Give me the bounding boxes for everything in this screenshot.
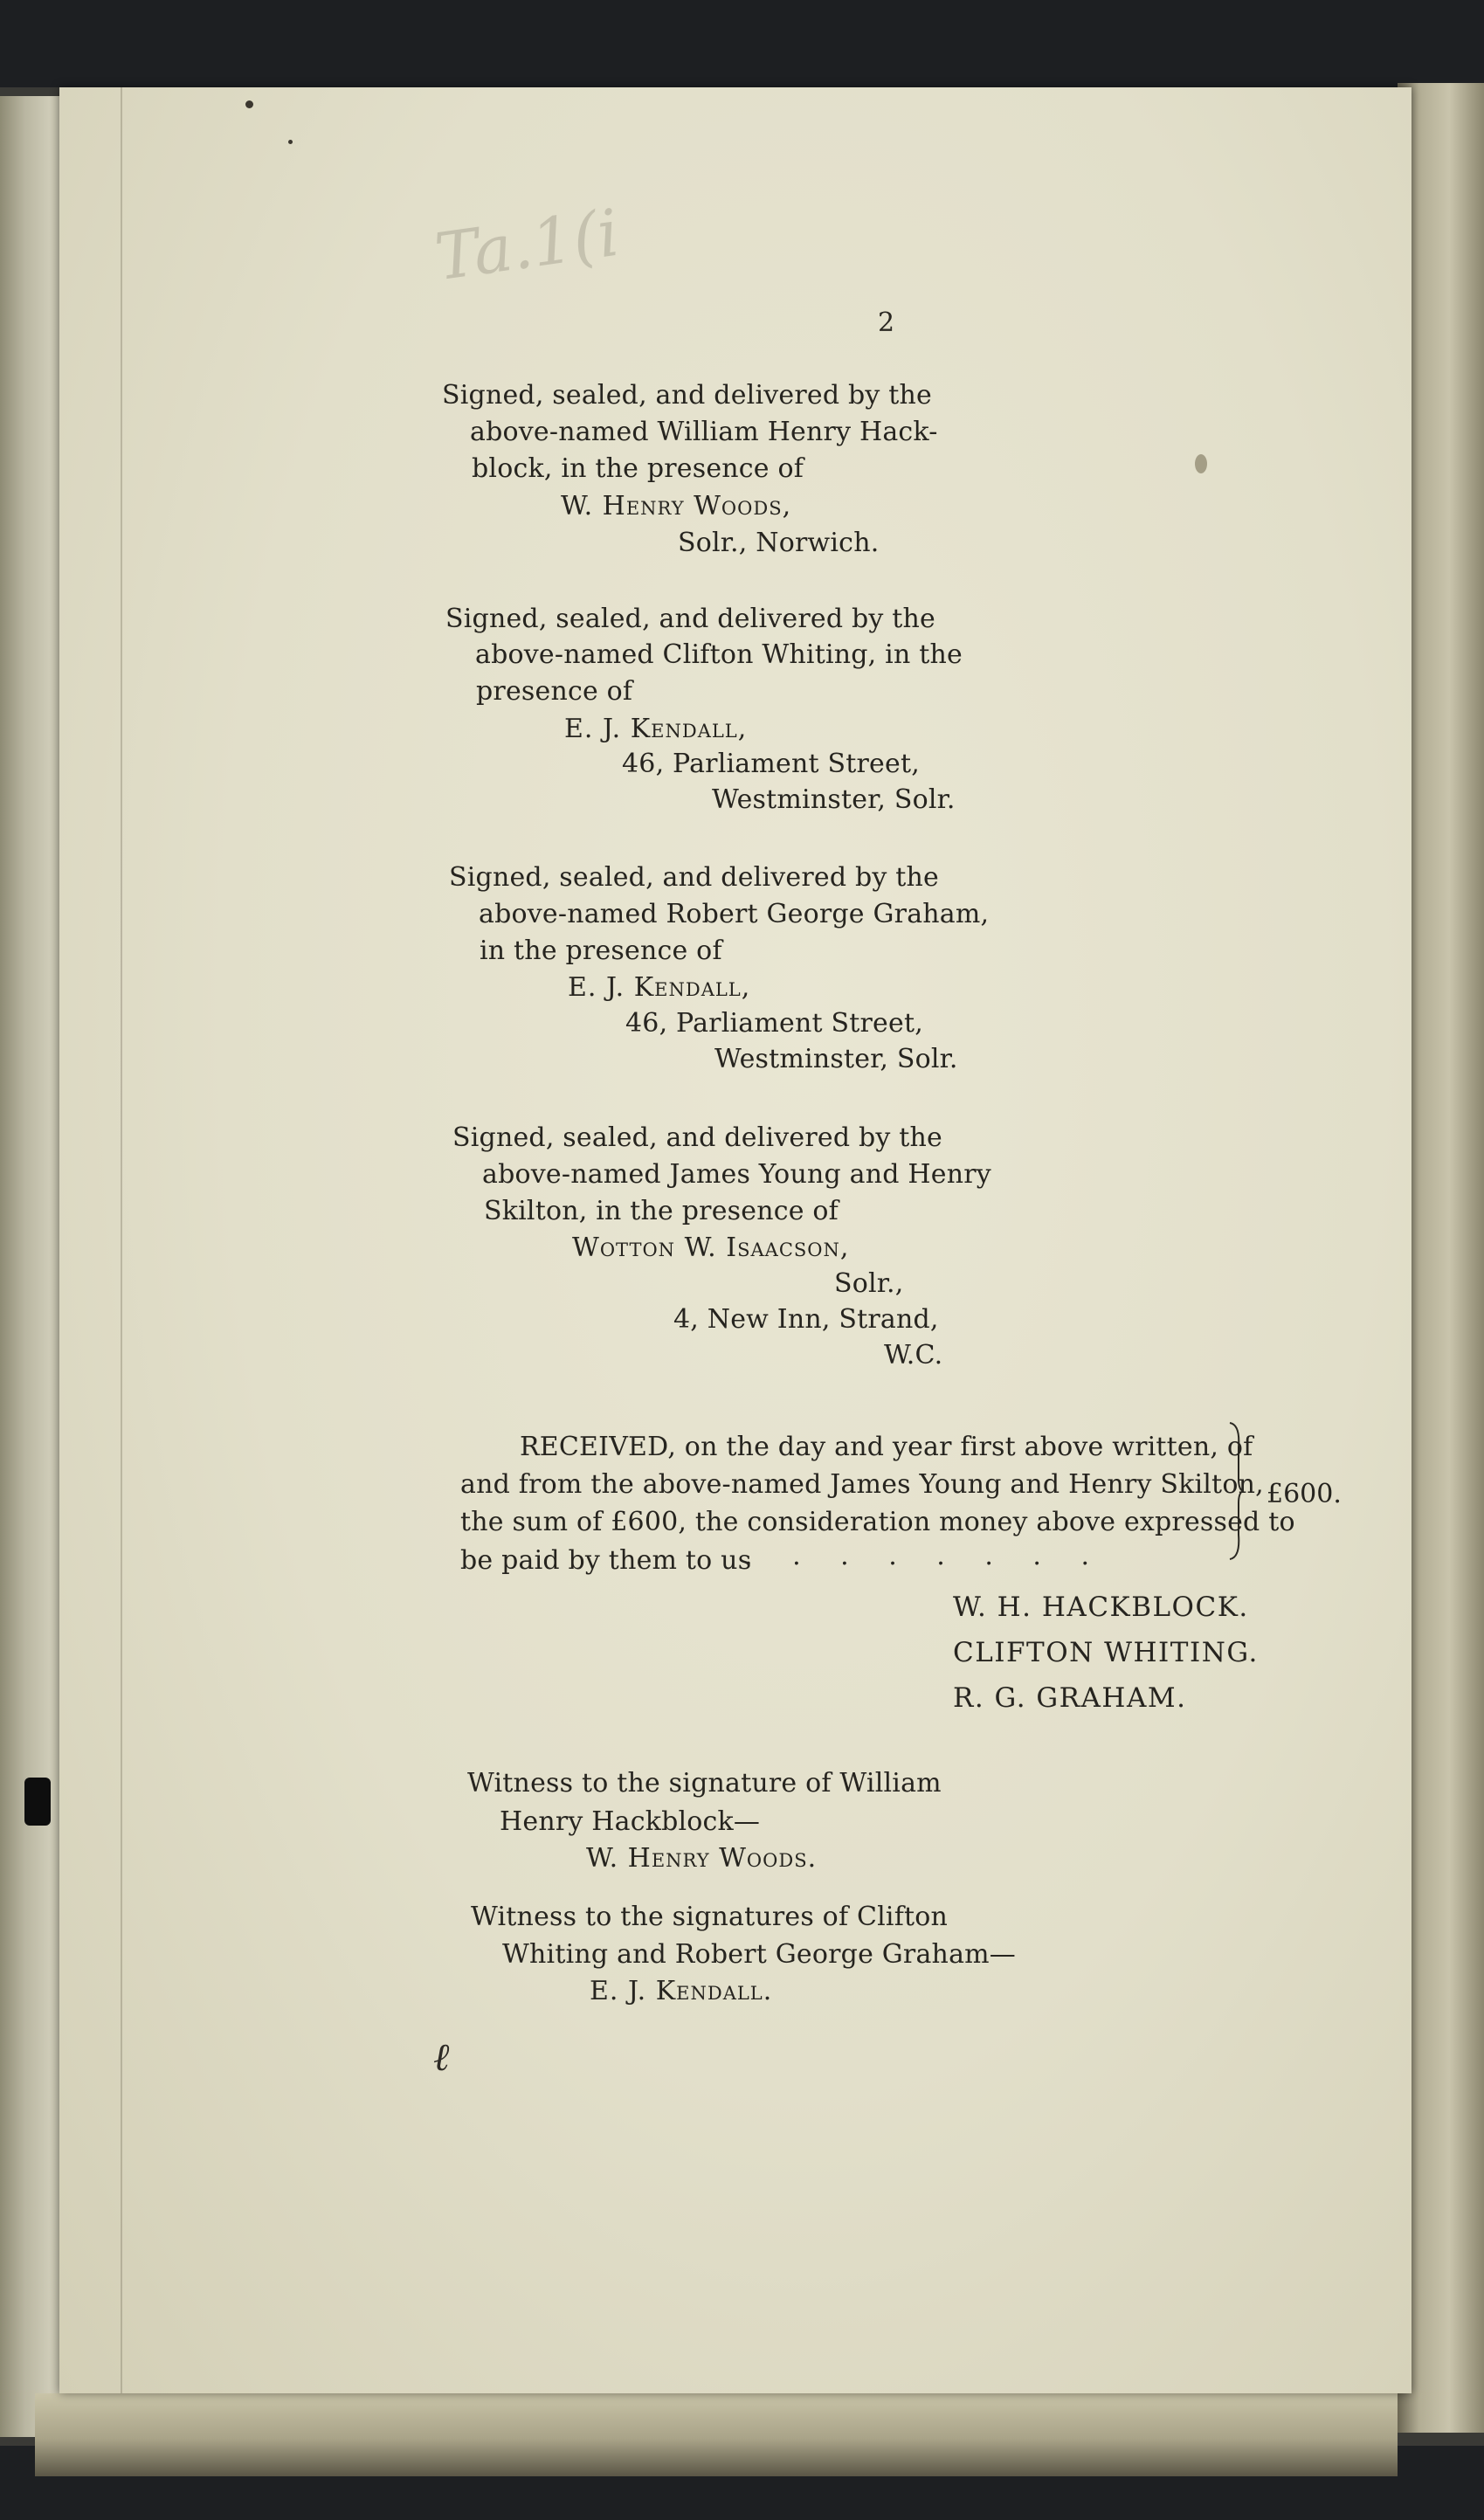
attestation-3-witness: E. J. Kendall, — [568, 972, 751, 1003]
ink-spot — [288, 140, 293, 144]
receipt-line-1: RECEIVED, on the day and year first above written, of — [520, 1432, 1253, 1462]
witness-note-1-line-2: Henry Hackblock— — [500, 1806, 761, 1837]
receipt-line-2: and from the above-named James Young and Henry Skilton, — [460, 1469, 1264, 1500]
attestation-1-witness: W. Henry Woods, — [561, 491, 792, 521]
attestation-3-address-2: Westminster, Solr. — [714, 1044, 958, 1074]
signatory-2: CLIFTON WHITING. — [953, 1637, 1259, 1668]
attestation-4-address-1: Solr., — [834, 1268, 904, 1299]
attestation-2-line-1: Signed, sealed, and delivered by the — [445, 604, 936, 634]
attestation-4-address-3: W.C. — [884, 1340, 943, 1370]
attestation-2-line-3: presence of — [476, 676, 633, 707]
attestation-3-line-1: Signed, sealed, and delivered by the — [449, 862, 940, 893]
receipt-brace — [1228, 1421, 1244, 1561]
page-number: 2 — [878, 307, 895, 338]
receipt-line-3: the sum of £600, the consideration money above expressed to — [460, 1507, 1295, 1537]
attestation-1-line-1: Signed, sealed, and delivered by the — [442, 380, 933, 411]
signatory-3: R. G. GRAHAM. — [953, 1682, 1187, 1714]
attestation-2-line-2: above-named Clifton Whiting, in the — [475, 639, 963, 670]
receipt-leader-dots: . . . . . . . . — [744, 1541, 1090, 1571]
signatory-1: W. H. HACKBLOCK. — [953, 1591, 1249, 1623]
attestation-1-line-2: above-named William Henry Hack- — [470, 417, 938, 447]
faint-handwritten-annotation: Ta.1(i — [431, 195, 624, 296]
attestation-2-address-1: 46, Parliament Street, — [622, 749, 920, 779]
attestation-1-address-1: Solr., Norwich. — [678, 528, 880, 558]
attestation-4-address-2: 4, New Inn, Strand, — [673, 1304, 939, 1335]
lower-page-edge — [35, 2393, 1398, 2476]
attestation-4-witness: Wotton W. Isaacson, — [572, 1232, 850, 1263]
witness-note-1-line-1: Witness to the signature of William — [467, 1768, 942, 1799]
handwritten-paraph-mark: ℓ — [433, 2035, 450, 2080]
witness-note-2-line-1: Witness to the signatures of Clifton — [471, 1902, 949, 1932]
ink-spot — [245, 100, 253, 108]
receipt-line-4: be paid by them to us — [460, 1545, 752, 1576]
attestation-3-line-2: above-named Robert George Graham, — [479, 899, 990, 929]
attestation-2-address-2: Westminster, Solr. — [712, 784, 956, 815]
attestation-4-line-3: Skilton, in the presence of — [484, 1196, 839, 1226]
attestation-4-line-1: Signed, sealed, and delivered by the — [452, 1122, 943, 1153]
witness-note-2-line-2: Whiting and Robert George Graham— — [502, 1939, 1017, 1970]
attestation-2-witness: E. J. Kendall, — [564, 714, 748, 744]
attestation-3-line-3: in the presence of — [480, 936, 722, 966]
attestation-3-address-1: 46, Parliament Street, — [625, 1008, 923, 1039]
binding-clip — [24, 1778, 51, 1826]
witness-note-1-witness: W. Henry Woods. — [586, 1843, 818, 1874]
paper-tear — [1195, 454, 1207, 473]
witness-note-2-witness: E. J. Kendall. — [590, 1976, 773, 2006]
attestation-4-line-2: above-named James Young and Henry — [482, 1159, 991, 1190]
attestation-1-line-3: block, in the presence of — [472, 453, 804, 484]
receipt-amount: £600. — [1267, 1479, 1342, 1509]
